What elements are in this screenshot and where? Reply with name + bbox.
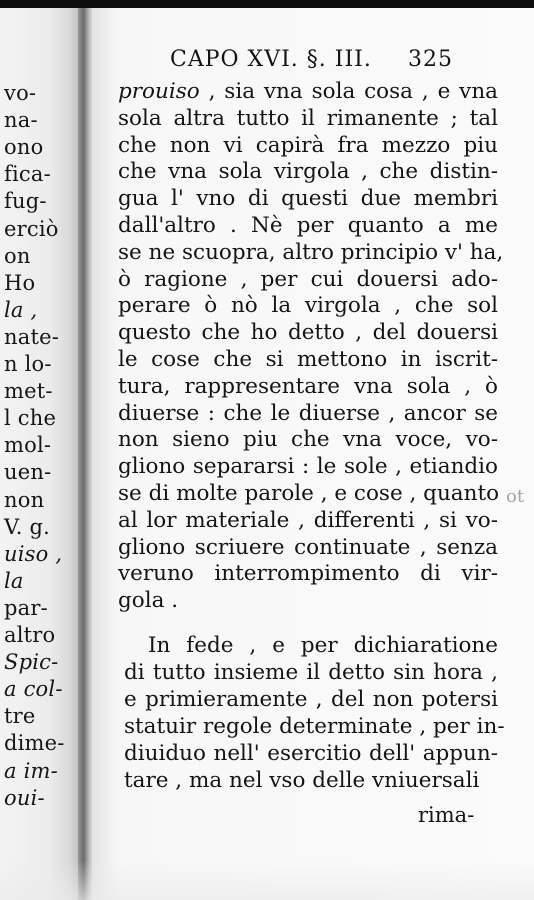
body-line: diuiduo nell' esercitio dell' appun- [124,741,498,766]
body-line-italic-word: prouiso [118,79,200,104]
left-page-line: n lo- [4,352,52,376]
body-line: questo che ho detto , del douersi [118,320,498,346]
left-page-line: dime- [4,731,65,756]
catchword: rima- [418,803,475,827]
left-page-line: la , [4,297,38,322]
body-line: gua l' vno di questi due membri [118,186,498,212]
body-line: gliono separarsi : le sole , etiandio [118,454,498,480]
body-line: statuir regole determinate , per in- [124,714,505,739]
body-line: tura, rappresentare vna sola , ò [118,373,498,399]
body-line-rest: , sia vna sola cosa , e vna [199,79,498,104]
left-page-line: vo- [4,81,37,105]
left-page-line: tre [4,704,36,729]
left-page-line: na- [4,108,38,133]
left-page-line: V. g. [4,514,50,539]
left-page-line: erciò [4,216,59,241]
left-page-line: met- [4,379,53,404]
page-number: 325 [408,47,453,72]
body-line: gliono scriuere continuate , senza [118,534,498,560]
left-page-line: Ho [4,270,36,295]
left-page-line: a col- [4,677,63,702]
book-top-edge [0,0,534,8]
body-line: dall'altro . Nè per quanto a me [118,213,498,238]
left-page-line: fica- [4,162,51,187]
body-line: diuerse : che le diuerse , ancor se [118,400,498,426]
body-line: che vna sola virgola , che distin- [118,159,498,185]
body-line: ò ragione , per cui douersi ado- [118,266,498,292]
left-page [0,0,82,900]
left-page-line: fug- [4,189,47,214]
bleed-through-text: ot [506,486,525,507]
body-line [118,78,498,105]
body-line: veruno interrompimento di vir- [118,561,498,587]
left-page-line: non [4,487,45,512]
bottom-shadow [0,860,534,900]
left-page-line: oui- [4,785,45,810]
body-line: sola altra tutto il rimanente ; tal [118,105,498,131]
body-line: se di molte parole , e cose , quanto [118,481,500,506]
left-page-line: on [4,243,31,268]
left-page-line: la [4,568,24,593]
body-line: In fede , e per dichiaratione [148,633,498,658]
body-line: al lor materiale , differenti , si vo- [118,507,498,533]
body-line: che non vi capirà fra mezzo piu [118,132,498,158]
left-page-line: Spic- [4,650,59,675]
running-header [170,47,480,72]
body-line: tare , ma nel vso delle vniuersali [124,768,480,793]
left-page-line: nate- [4,324,60,349]
left-page-line: uen- [4,460,52,485]
left-page-line: a im- [4,758,58,783]
left-page-line: par- [4,595,48,620]
left-page-line: ono [4,135,44,160]
body-line: gola . [118,588,179,614]
body-line: le cose che si mettono in iscrit- [118,347,498,372]
body-line: se ne scuopra, altro principio v' ha, [118,239,504,265]
left-page-line: l che [4,406,57,431]
body-line: di tutto insieme il detto sin hora , [124,660,498,685]
chapter-heading: CAPO XVI. §. III. [170,47,372,72]
left-page-line: uiso , [4,541,63,566]
left-page-line: mol- [4,433,52,458]
body-line: non sieno piu che vna voce, vo- [118,427,498,453]
body-line: perare ò nò la virgola , che sol [118,293,498,319]
left-page-line: altro [4,623,56,647]
body-line: e primieramente , del non potersi [124,687,498,712]
